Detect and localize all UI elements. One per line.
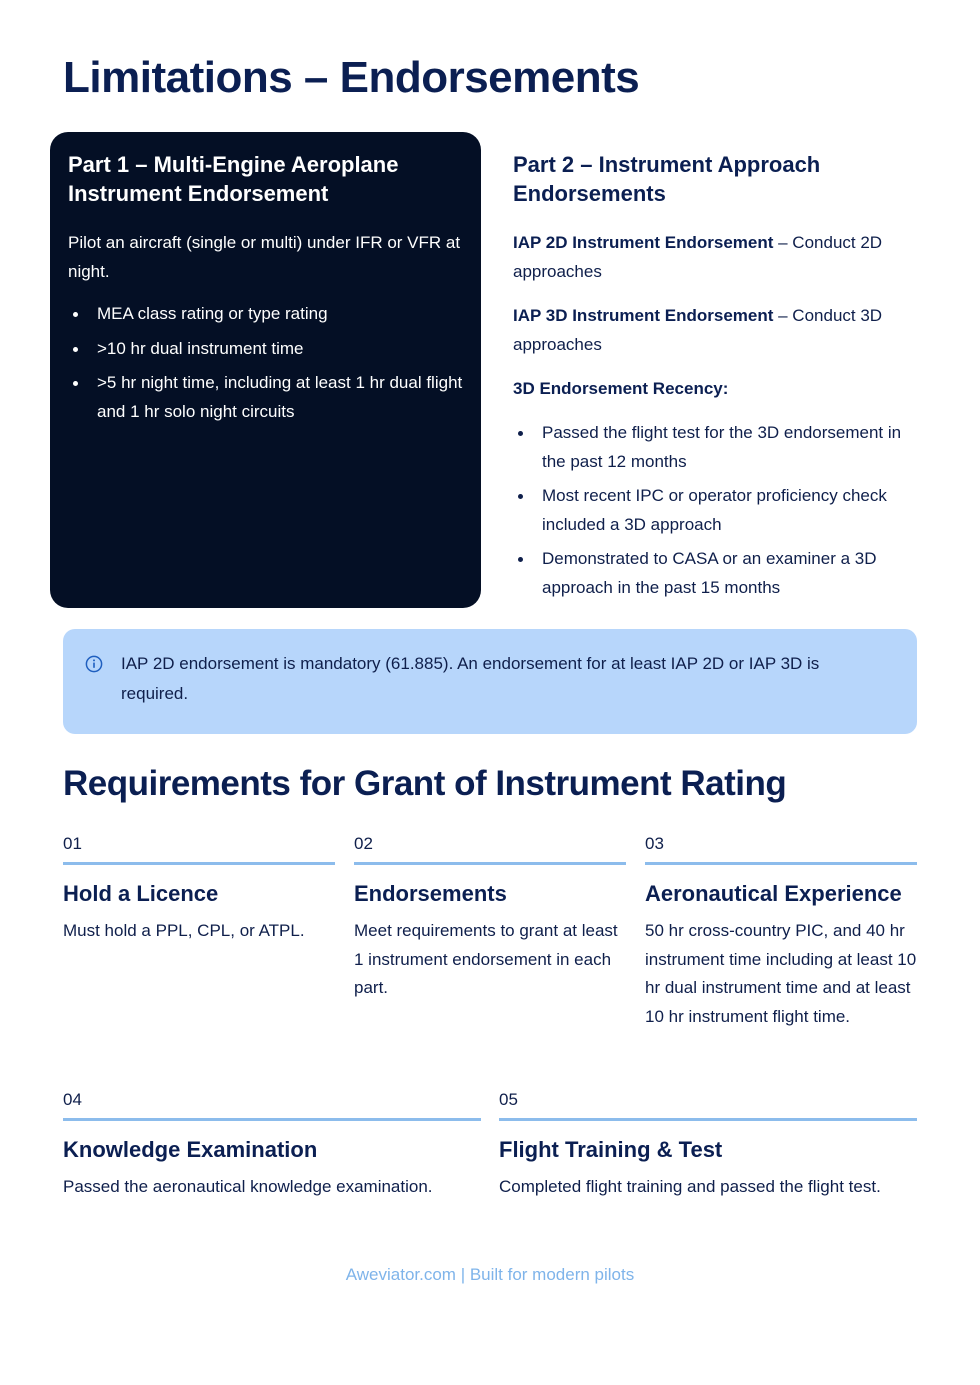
bullet-icon [518, 557, 523, 562]
part1-list [68, 300, 463, 426]
page-title: Limitations – Endorsements [63, 53, 640, 102]
part1-card [50, 132, 481, 608]
iap3d-paragraph [513, 301, 918, 359]
requirement-title: Hold a Licence [63, 881, 219, 906]
part2-section [513, 150, 918, 608]
recency-heading: 3D Endorsement Recency: [513, 379, 729, 398]
requirement-title: Knowledge Examination [63, 1137, 318, 1162]
list-item-text: Most recent IPC or operator proficiency check included a 3D approach [542, 486, 887, 534]
info-banner [63, 629, 917, 734]
bullet-icon [518, 431, 523, 436]
iap2d-paragraph [513, 228, 918, 286]
iap3d-text: – Conduct 3D approaches [513, 306, 883, 354]
requirement-card [499, 1090, 917, 1202]
info-icon [85, 655, 103, 673]
requirement-text: Completed flight training and passed the flight test. [499, 1177, 881, 1196]
list-item-text: >10 hr dual instrument time [97, 338, 304, 358]
iap2d-label: IAP 2D Instrument Endorsement [513, 233, 774, 252]
list-item [68, 335, 463, 364]
bullet-icon [73, 381, 78, 386]
requirements-title: Requirements for Grant of Instrument Rating [63, 764, 787, 803]
requirement-card [354, 834, 626, 1003]
list-item-text: >5 hr night time, including at least 1 hr dual flight and 1 hr solo night circuits [97, 373, 463, 421]
requirement-title: Aeronautical Experience [645, 881, 902, 906]
list-item [68, 369, 463, 426]
part2-heading: Part 2 – Instrument Approach Endorsements [513, 152, 821, 206]
bullet-icon [73, 312, 78, 317]
requirement-number: 02 [354, 834, 626, 865]
part1-intro: Pilot an aircraft (single or multi) under IFR or VFR at night. [68, 233, 461, 281]
list-item [513, 482, 918, 539]
list-item-text: MEA class rating or type rating [97, 304, 328, 323]
requirement-text: 50 hr cross-country PIC, and 40 hr instrument time including at least 10 hr dual instrument time and at least 10 hr instrument flight time. [645, 921, 917, 1026]
bullet-icon [73, 347, 78, 352]
footer-text: Aweviator.com | Built for modern pilots [345, 1265, 635, 1284]
requirement-card [63, 1090, 481, 1202]
requirement-title: Flight Training & Test [499, 1137, 723, 1162]
list-item [513, 545, 918, 602]
requirement-number: 05 [499, 1090, 917, 1121]
requirement-number: 04 [63, 1090, 481, 1121]
requirement-number: 01 [63, 834, 335, 865]
requirement-title: Endorsements [354, 881, 507, 906]
requirement-card [645, 834, 917, 1031]
requirement-text: Must hold a PPL, CPL, or ATPL. [63, 921, 305, 940]
requirement-text: Passed the aeronautical knowledge examination. [63, 1177, 433, 1196]
info-text: IAP 2D endorsement is mandatory (61.885). An endorsement for at least IAP 2D or IAP 3D is required. [121, 654, 820, 703]
part2-list [513, 419, 918, 602]
iap3d-label: IAP 3D Instrument Endorsement [513, 306, 774, 325]
iap2d-text: – Conduct 2D approaches [513, 233, 883, 281]
requirement-card [63, 834, 335, 946]
bullet-icon [518, 494, 523, 499]
requirement-number: 03 [645, 834, 917, 865]
list-item [68, 300, 463, 329]
list-item-text: Demonstrated to CASA or an examiner a 3D approach in the past 15 months [542, 549, 877, 597]
list-item [513, 419, 918, 476]
requirement-text: Meet requirements to grant at least 1 instrument endorsement in each part. [354, 921, 618, 997]
part1-heading: Part 1 – Multi-Engine Aeroplane Instrument Endorsement [68, 152, 399, 206]
list-item-text: Passed the flight test for the 3D endorsement in the past 12 months [542, 423, 902, 471]
